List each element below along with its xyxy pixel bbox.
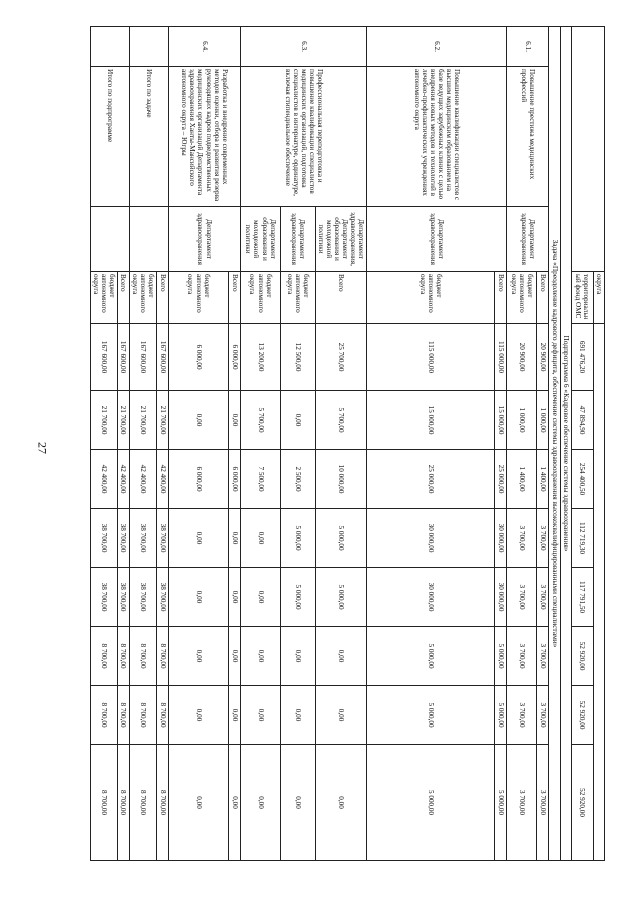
row-value: 0,00 [229, 509, 241, 568]
row-value: 0,00 [229, 627, 241, 686]
total-value: 38 700,00 [129, 568, 156, 627]
row-value: 5 000,00 [367, 627, 495, 686]
table-row [229, 27, 241, 861]
subprogram-row [560, 27, 571, 861]
row-value: 5 000,00 [367, 686, 495, 745]
row-source: бюджет автономного округа [169, 272, 229, 324]
row-value: 5 000,00 [495, 627, 507, 686]
total-source: бюджет автономного округа [90, 272, 117, 324]
row-value: 6 000,00 [229, 324, 241, 391]
row-value: 0,00 [169, 568, 229, 627]
row-value: 2 500,00 [281, 450, 316, 509]
row-value: 0,00 [169, 686, 229, 745]
header-value: 52 920,00 [571, 745, 593, 861]
total-value: 38 700,00 [157, 509, 169, 568]
rotated-content [91, 26, 605, 860]
total-value: 42 400,00 [157, 450, 169, 509]
row-source: Всего [495, 272, 507, 324]
total-value: 8 700,00 [157, 745, 169, 861]
row-value: 30 000,00 [495, 568, 507, 627]
row-value: 0,00 [229, 745, 241, 861]
row-value: 0,00 [229, 568, 241, 627]
row-value: 5 000,00 [495, 686, 507, 745]
header-value: 112 719,30 [571, 509, 593, 568]
table-body [90, 27, 604, 861]
row-executor: Департамент образования и молодежной политики [241, 207, 281, 272]
row-value: 30 000,00 [367, 509, 495, 568]
page-number: 27 [35, 442, 50, 454]
row-measure: Повышение квалификации специалистов с высшим медицинским образованием на базе ведущих зарубежных клиник с целью внедрения новых методов и технологий в лечебно-профилактических учреждениях автономного округа [367, 67, 507, 207]
table-row [316, 27, 367, 861]
total-value: 167 600,00 [129, 324, 156, 391]
total-value: 8 700,00 [157, 627, 169, 686]
row-value: 30 000,00 [495, 509, 507, 568]
row-number: 6.4. [169, 27, 241, 67]
header-value: 691 476,20 [571, 324, 593, 391]
total-value: 38 700,00 [129, 509, 156, 568]
row-value: 25 000,00 [495, 450, 507, 509]
row-source: Всего [229, 272, 241, 324]
total-value: 167 600,00 [117, 324, 129, 391]
total-value: 38 700,00 [90, 568, 117, 627]
row-value: 3 700,00 [537, 627, 549, 686]
row-value: 0,00 [281, 745, 316, 861]
row-value: 0,00 [281, 686, 316, 745]
row-value: 30 000,00 [367, 568, 495, 627]
total-value: 38 700,00 [117, 509, 129, 568]
total-source: Всего [117, 272, 129, 324]
header-value: 254 400,50 [571, 450, 593, 509]
total-source: бюджет автономного округа [129, 272, 156, 324]
row-value: 5 000,00 [281, 509, 316, 568]
row-value: 1 400,00 [507, 450, 537, 509]
total-value: 42 400,00 [129, 450, 156, 509]
row-value: 6 000,00 [169, 450, 229, 509]
total-source: Всего [157, 272, 169, 324]
total-value: 21 700,00 [117, 391, 129, 450]
header-value: 52 920,00 [571, 686, 593, 745]
row-value: 0,00 [241, 509, 281, 568]
row-value: 3 700,00 [507, 568, 537, 627]
header-value: 47 894,90 [571, 391, 593, 450]
row-value: 20 900,00 [537, 324, 549, 391]
row-value: 0,00 [169, 391, 229, 450]
row-value: 0,00 [316, 686, 367, 745]
row-number: 6.3. [241, 27, 367, 67]
total-value: 8 700,00 [117, 745, 129, 861]
header-cell-district: округа [593, 272, 604, 324]
total-number-blank [90, 27, 129, 67]
total-value: 167 600,00 [157, 324, 169, 391]
row-value: 0,00 [169, 745, 229, 861]
row-value: 3 700,00 [507, 627, 537, 686]
total-value: 21 700,00 [129, 391, 156, 450]
total-row [157, 27, 169, 861]
total-label: Итого по подпрограмме [90, 67, 129, 207]
row-value: 3 700,00 [507, 686, 537, 745]
row-source: Всего [316, 272, 367, 324]
row-value: 0,00 [241, 745, 281, 861]
total-value: 8 700,00 [90, 686, 117, 745]
total-row [117, 27, 129, 861]
row-value: 25 700,00 [316, 324, 367, 391]
header-source: территориальный фонд ОМС [571, 272, 593, 324]
total-value: 8 700,00 [90, 627, 117, 686]
row-value: 0,00 [281, 627, 316, 686]
row-value: 15 000,00 [367, 391, 495, 450]
row-value: 0,00 [241, 627, 281, 686]
row-value: 3 700,00 [537, 509, 549, 568]
header-value: 117 791,50 [571, 568, 593, 627]
table-row [495, 27, 507, 861]
row-value: 0,00 [316, 627, 367, 686]
total-executor-blank [129, 207, 168, 272]
total-value: 8 700,00 [90, 745, 117, 861]
row-value: 12 500,00 [281, 324, 316, 391]
row-value: 115 000,00 [367, 324, 495, 391]
total-value: 21 700,00 [90, 391, 117, 450]
header-row-district [593, 27, 604, 861]
row-value: 0,00 [241, 686, 281, 745]
row-value: 0,00 [241, 568, 281, 627]
row-value: 7 500,00 [241, 450, 281, 509]
total-value: 8 700,00 [129, 745, 156, 861]
row-value: 5 700,00 [316, 391, 367, 450]
total-value: 8 700,00 [157, 686, 169, 745]
row-value: 0,00 [169, 627, 229, 686]
total-value: 8 700,00 [117, 627, 129, 686]
row-value: 25 000,00 [367, 450, 495, 509]
row-number: 6.1. [507, 27, 549, 67]
row-value: 115 000,00 [495, 324, 507, 391]
row-measure: Разработка и внедрение современных методов оценки, отбора и развития резерва руководящих кадров подведомственных медицинских организаций Департамента здравоохранения Ханты-Мансийского автономного округа – Югры [169, 67, 241, 207]
row-value: 1 000,00 [537, 391, 549, 450]
row-value: 5 700,00 [241, 391, 281, 450]
row-value: 1 400,00 [537, 450, 549, 509]
row-number: 6.2. [367, 27, 507, 67]
row-executor: Департамент здравоохранения [281, 207, 316, 272]
total-executor-blank [90, 207, 129, 272]
row-value: 5 000,00 [367, 745, 495, 861]
row-value: 10 000,00 [316, 450, 367, 509]
row-value: 0,00 [281, 391, 316, 450]
row-source: бюджет автономного округа [241, 272, 281, 324]
row-executor: Департамент здравоохранения [169, 207, 241, 272]
row-value: 15 000,00 [495, 391, 507, 450]
row-value: 3 700,00 [537, 745, 549, 861]
row-value: 3 700,00 [537, 568, 549, 627]
total-value: 167 600,00 [90, 324, 117, 391]
row-value: 3 700,00 [507, 745, 537, 861]
total-value: 38 700,00 [157, 568, 169, 627]
row-source: бюджет автономного округа [367, 272, 495, 324]
row-source: бюджет автономного округа [281, 272, 316, 324]
total-value: 8 700,00 [129, 627, 156, 686]
row-value: 1 000,00 [507, 391, 537, 450]
header-blank [571, 27, 604, 272]
row-value: 6 000,00 [229, 450, 241, 509]
row-value: 5 000,00 [495, 745, 507, 861]
total-value: 42 400,00 [117, 450, 129, 509]
rotated-page [91, 26, 605, 860]
row-value: 5 000,00 [316, 568, 367, 627]
row-executor: Департамент здравоохранения [367, 207, 507, 272]
total-number-blank [129, 27, 168, 67]
total-value: 8 700,00 [117, 686, 129, 745]
total-value: 38 700,00 [90, 509, 117, 568]
row-value: 0,00 [229, 686, 241, 745]
row-value: 5 000,00 [281, 568, 316, 627]
row-executor: Департамент здравоохранения [507, 207, 549, 272]
total-value: 8 700,00 [129, 686, 156, 745]
row-source: бюджет автономного округа [507, 272, 537, 324]
header-blank-values [593, 324, 604, 861]
row-measure: Профессиональная переподготовка и повышение квалификации специалистов медицинских организаций, подготовка специалистов в интернатуре, ординатуре, включая стипендиальное обеспечение [241, 67, 367, 207]
total-value: 21 700,00 [157, 391, 169, 450]
row-source: Всего [537, 272, 549, 324]
row-value: 5 000,00 [316, 509, 367, 568]
row-measure: Повышение престижа медицинских профессий [507, 67, 549, 207]
row-value: 20 900,00 [507, 324, 537, 391]
row-value: 0,00 [316, 745, 367, 861]
total-value: 42 400,00 [90, 450, 117, 509]
total-label: Итого по задаче [129, 67, 168, 207]
row-value: 0,00 [169, 509, 229, 568]
subprogram-title: Подпрограмма 6 «Кадровое обеспечение системы здравоохранения» [560, 27, 571, 861]
task-row [549, 27, 560, 861]
task-title: Задача «Преодоление кадрового дефицита, обеспечение системы здравоохранения высококвалифицированными специалистами» [549, 27, 560, 861]
row-executor: Департамент здравоохранения, Департамент образования и молодежной политики [316, 207, 367, 272]
row-value: 3 700,00 [537, 686, 549, 745]
row-value: 0,00 [229, 391, 241, 450]
row-value: 3 700,00 [507, 509, 537, 568]
budget-table [90, 26, 605, 861]
header-value: 52 920,00 [571, 627, 593, 686]
row-value: 6 000,00 [169, 324, 229, 391]
table-row [537, 27, 549, 861]
total-value: 38 700,00 [117, 568, 129, 627]
row-value: 13 200,00 [241, 324, 281, 391]
